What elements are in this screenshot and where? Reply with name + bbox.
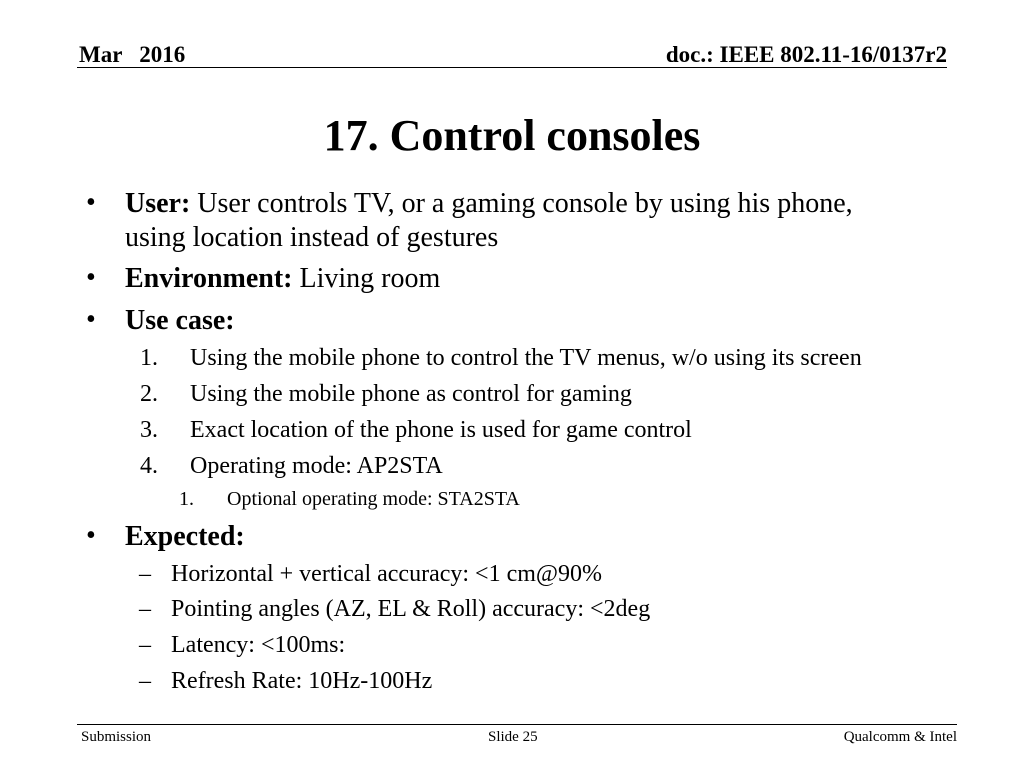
expected-item-3: Latency: <100ms: (171, 632, 346, 658)
footer-authors: Qualcomm & Intel (843, 729, 957, 745)
expected-dash-1: – (139, 561, 151, 587)
bullet-use-case-text (125, 304, 955, 338)
expected-dash-4: – (139, 668, 151, 694)
bullet-expected-text (125, 520, 955, 554)
bullet-user-line1: User controls TV, or a gaming console by using his phone, (190, 188, 853, 219)
header-date: Mar 2016 (79, 42, 186, 67)
use-case-sub-item-1: Optional operating mode: STA2STA (227, 488, 520, 510)
footer-submission: Submission (81, 729, 152, 745)
slide-title: 17. Control consoles (323, 111, 701, 160)
bullet-environment-label: Environment: (125, 263, 293, 294)
bullet-environment-value: Living room (292, 263, 441, 294)
header-doc-id: doc.: IEEE 802.11-16/0137r2 (665, 42, 947, 67)
use-case-item-2: Using the mobile phone as control for gaming (190, 381, 632, 407)
header-divider (77, 67, 947, 68)
use-case-sub-num-1: 1. (179, 488, 194, 510)
bullet-environment: • (86, 262, 96, 293)
bullet-use-case-label: Use case: (125, 305, 235, 336)
use-case-item-4: Operating mode: AP2STA (190, 453, 443, 479)
use-case-item-3: Exact location of the phone is used for game control (190, 417, 692, 443)
expected-item-1: Horizontal + vertical accuracy: <1 cm@90% (171, 561, 602, 587)
use-case-item-1: Using the mobile phone to control the TV menus, w/o using its screen (190, 345, 862, 371)
expected-item-2: Pointing angles (AZ, EL & Roll) accuracy: <2deg (171, 596, 651, 622)
bullet-user-label: User: (125, 188, 191, 219)
expected-item-4: Refresh Rate: 10Hz-100Hz (171, 668, 433, 694)
bullet-user: • (86, 187, 96, 218)
use-case-num-2: 2. (140, 381, 158, 407)
bullet-use-case: • (86, 304, 96, 335)
footer-slide-number: Slide 25 (488, 729, 538, 745)
bullet-user-text (125, 187, 955, 255)
use-case-num-4: 4. (140, 453, 158, 479)
bullet-environment-text (125, 262, 955, 296)
bullet-expected: • (86, 520, 96, 551)
bullet-expected-label: Expected: (125, 521, 245, 552)
use-case-num-3: 3. (140, 417, 158, 443)
expected-dash-3: – (139, 632, 151, 658)
expected-dash-2: – (139, 596, 151, 622)
use-case-num-1: 1. (140, 345, 158, 371)
footer-divider (77, 724, 957, 725)
bullet-user-line2: using location instead of gestures (125, 222, 499, 253)
